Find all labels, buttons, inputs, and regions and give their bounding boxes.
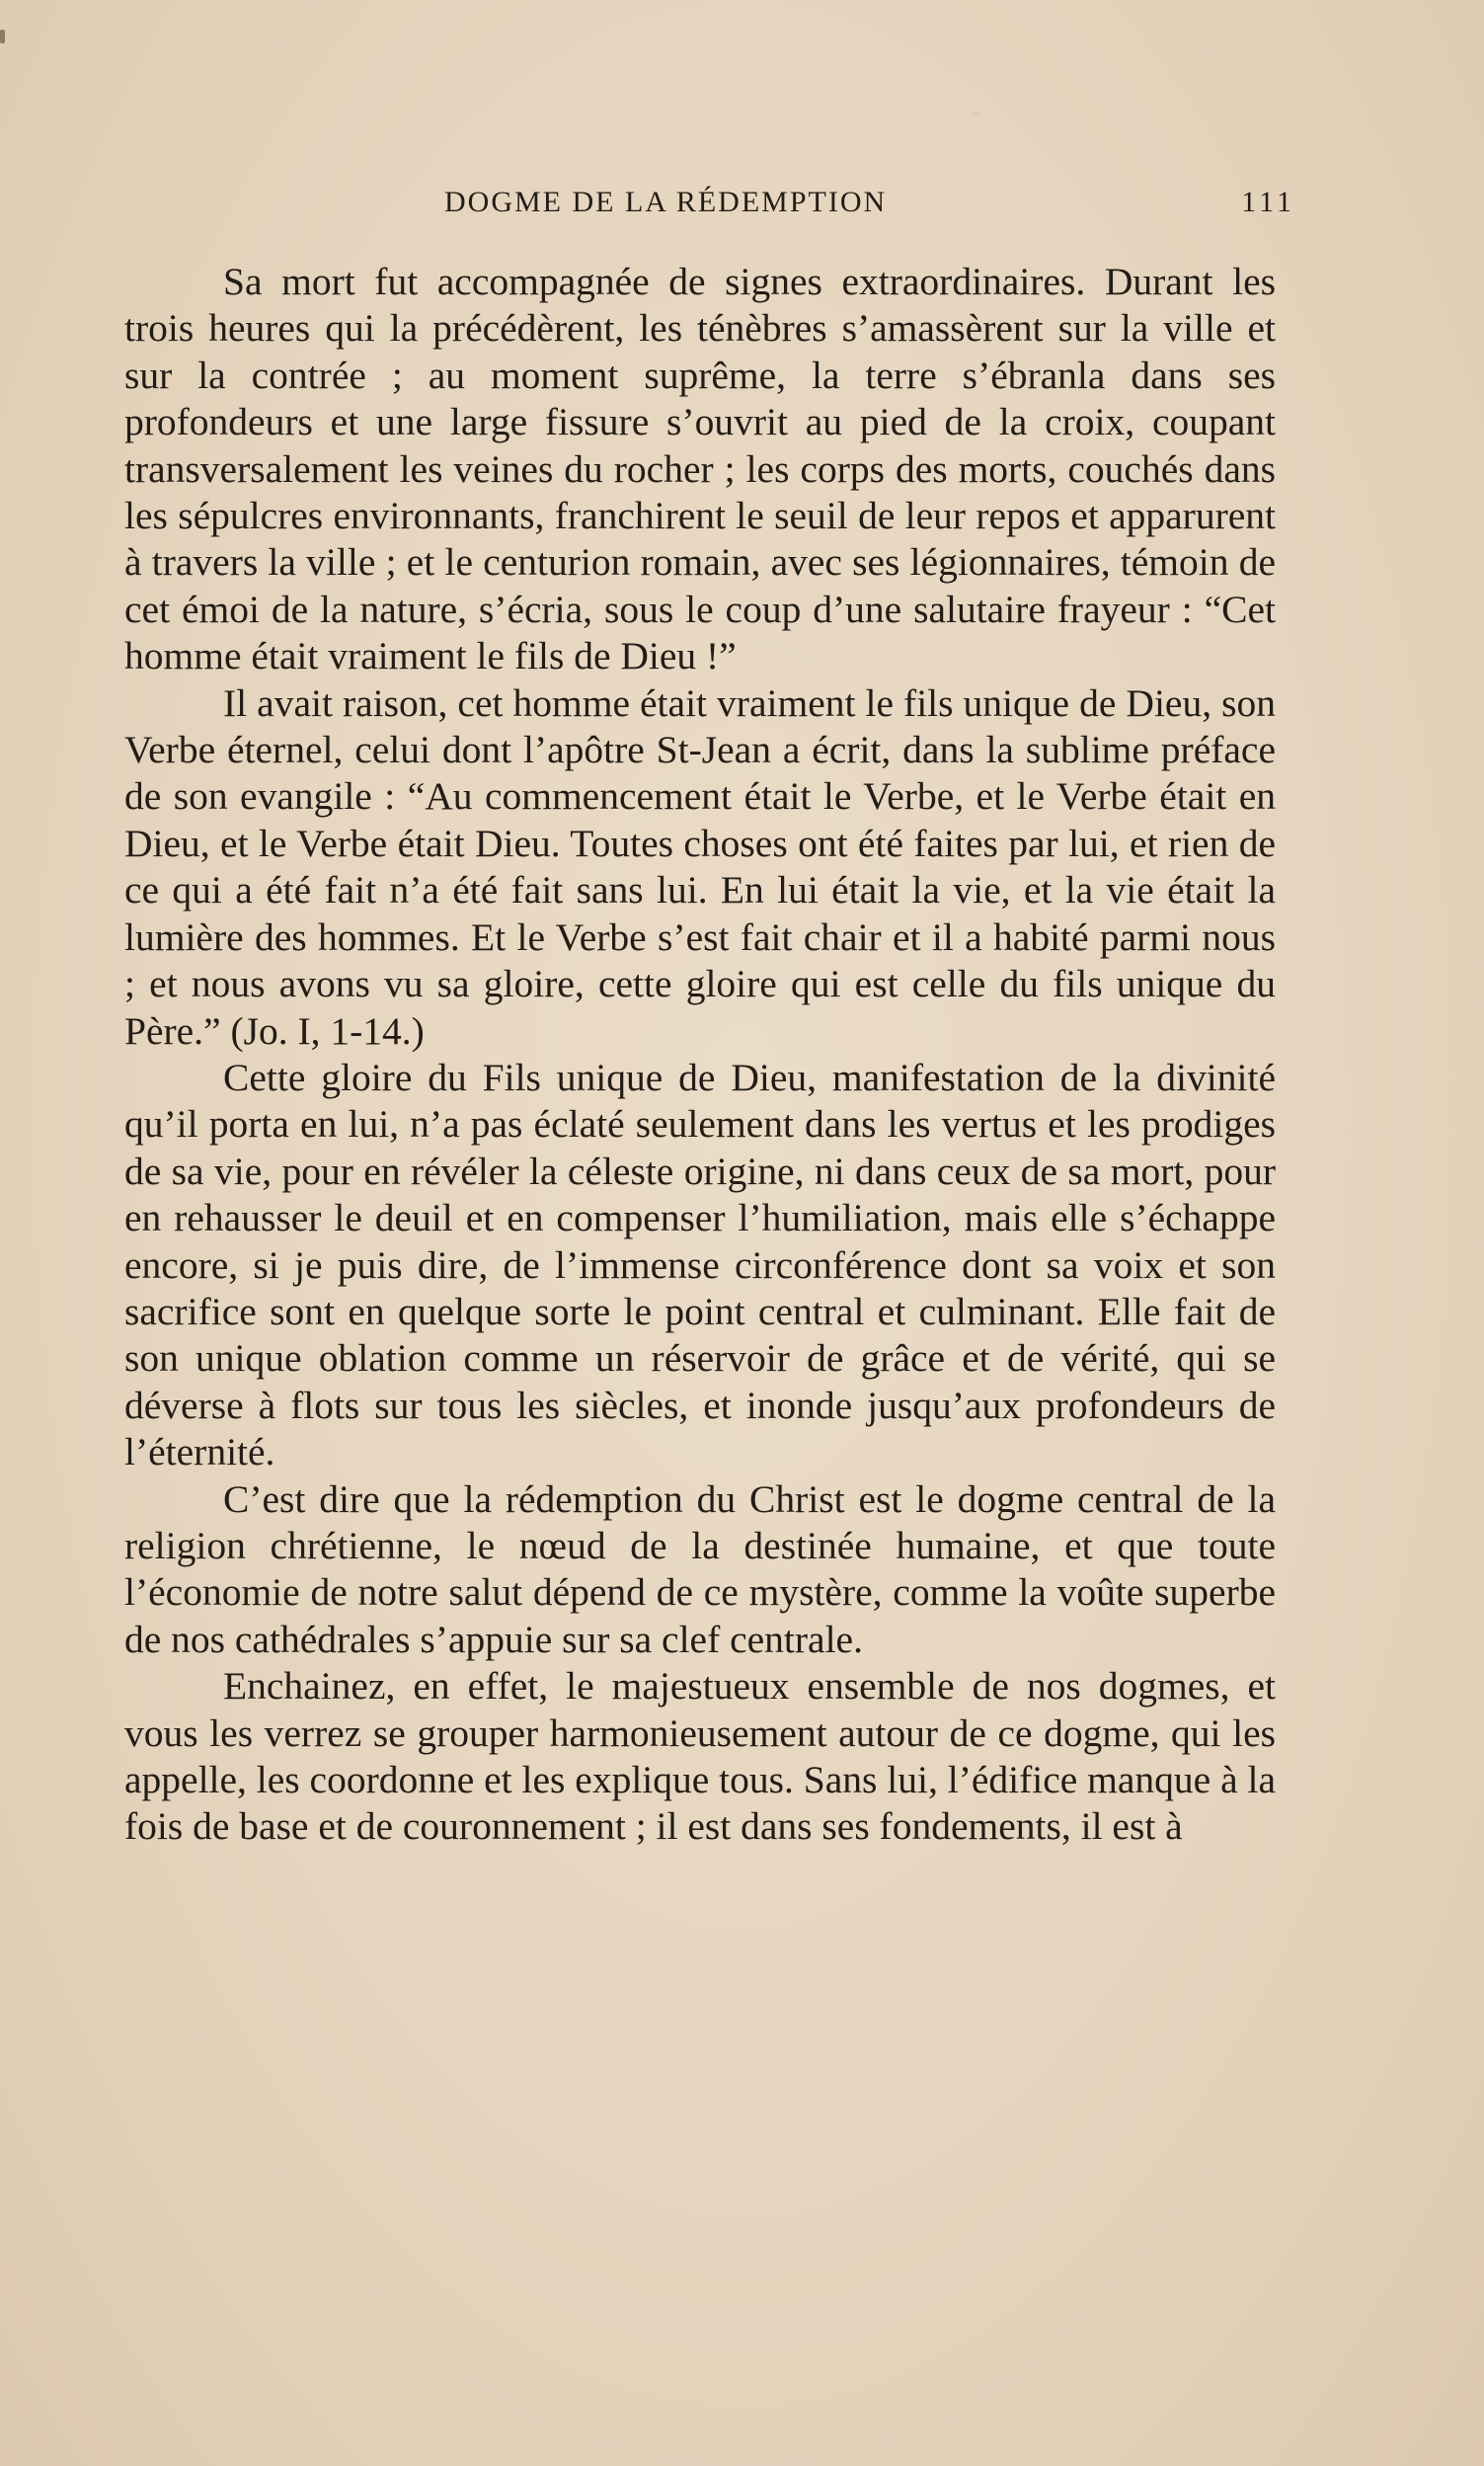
paper-speck [973,111,979,118]
paragraph: Il avait raison, cet homme était vraiment le fils unique de Dieu, son Verbe éternel, celui dont l’apôtre St-Jean a écrit, dans la sublime préface de son evangile : “Au commencement était le Verbe, et le Verbe était en Dieu, et le Verbe était Dieu. Toutes choses ont été faites par lui, et rien de ce qui a été fait n’a été fait sans lui. En lui était la vie, et la vie était la lumière des hommes. Et le Verbe s’est fait chair et il a habité parmi nous ; et nous avons vu sa gloire, cette gloire qui est celle du fils unique du Père.” (Jo. I, 1-14.) [124,680,1276,1053]
paragraph: C’est dire que la rédemption du Christ est le dogme central de la religion chrétienne, le nœud de la destinée humaine, et que toute l’économie de notre salut dépend de ce mystère, comme la voûte superbe de nos cathédrales s’appuie sur sa clef centrale. [124,1476,1276,1661]
page-number: 111 [1241,186,1295,218]
paragraph: Cette gloire du Fils unique de Dieu, manifestation de la divinité qu’il porta en lui, n’a pas éclaté seulement dans les vertus et les prodiges de sa vie, pour en révéler la céleste origine, ni dans ceux de sa mort, pour en rehausser le deuil et en compenser l’humiliation, mais elle s’échappe encore, si je puis dire, de l’immense circonférence dont sa voix et son sacrifice sont en quelque sorte le point central et culminant. Elle fait de son unique oblation comme un réservoir de grâce et de vérité, qui se déverse à flots sur tous les siècles, et inonde jusqu’aux profondeurs de l’éternité. [124,1055,1276,1474]
body-text [124,259,1276,1851]
running-title: DOGME DE LA RÉDEMPTION [444,186,888,218]
running-header [444,186,1295,225]
paragraph: Sa mort fut accompagnée de signes extraordinaires. Durant les trois heures qui la précédèrent, les ténèbres s’amassèrent sur la ville et sur la contrée ; au moment suprême, la terre s’ébranla dans ses profondeurs et une large fissure s’ouvrit au pied de la croix, coupant transversalement les veines du rocher ; les corps des morts, couchés dans les sépulcres environnants, franchirent le seuil de leur repos et apparurent à travers la ville ; et le centurion romain, avec ses légionnaires, témoin de cet émoi de la nature, s’écria, sous le coup d’une salutaire frayeur : “Cet homme était vraiment le fils de Dieu !” [124,260,1276,678]
paragraph: Enchainez, en effet, le majestueux ensemble de nos dogmes, et vous les verrez se grouper harmonieusement autour de ce dogme, qui les appelle, les coordonne et les explique tous. Sans lui, l’édifice manque à la fois de base et de couronnement ; il est dans ses fondements, il est à [124,1664,1276,1849]
paper-speck [0,30,5,43]
